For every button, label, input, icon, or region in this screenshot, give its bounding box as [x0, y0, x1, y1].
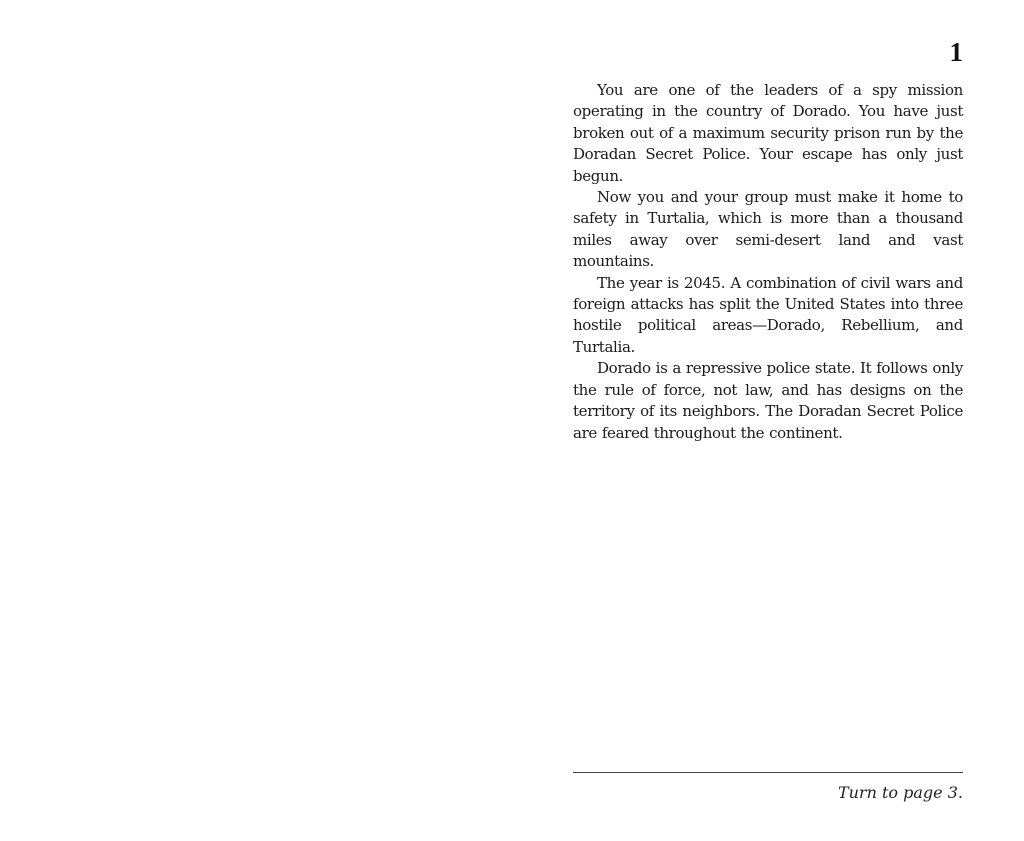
paragraph-1: You are one of the leaders of a spy mission operating in the country of Dorado. You have just broken out of a maximum security prison run by the Doradan Secret Police. Your escape has only just begun.	[573, 81, 963, 185]
story-text	[573, 80, 963, 444]
paragraph-3: The year is 2045. A combination of civil wars and foreign attacks has split the United States into three hostile political areas—Dorado, Rebellium, and Turtalia.	[573, 273, 963, 356]
page-number: 1	[949, 37, 963, 67]
paragraph-2: Now you and your group must make it home to safety in Turtalia, which is more than a thousand miles away over semi-desert land and vast mountains.	[573, 188, 963, 271]
paragraph-4: Dorado is a repressive police state. It follows only the rule of force, not law, and has designs on the territory of its neighbors. The Doradan Secret Police are feared throughout the continent.	[573, 359, 963, 442]
turn-to-page-instruction: Turn to page 3.	[837, 783, 963, 802]
footer-divider	[573, 772, 963, 773]
